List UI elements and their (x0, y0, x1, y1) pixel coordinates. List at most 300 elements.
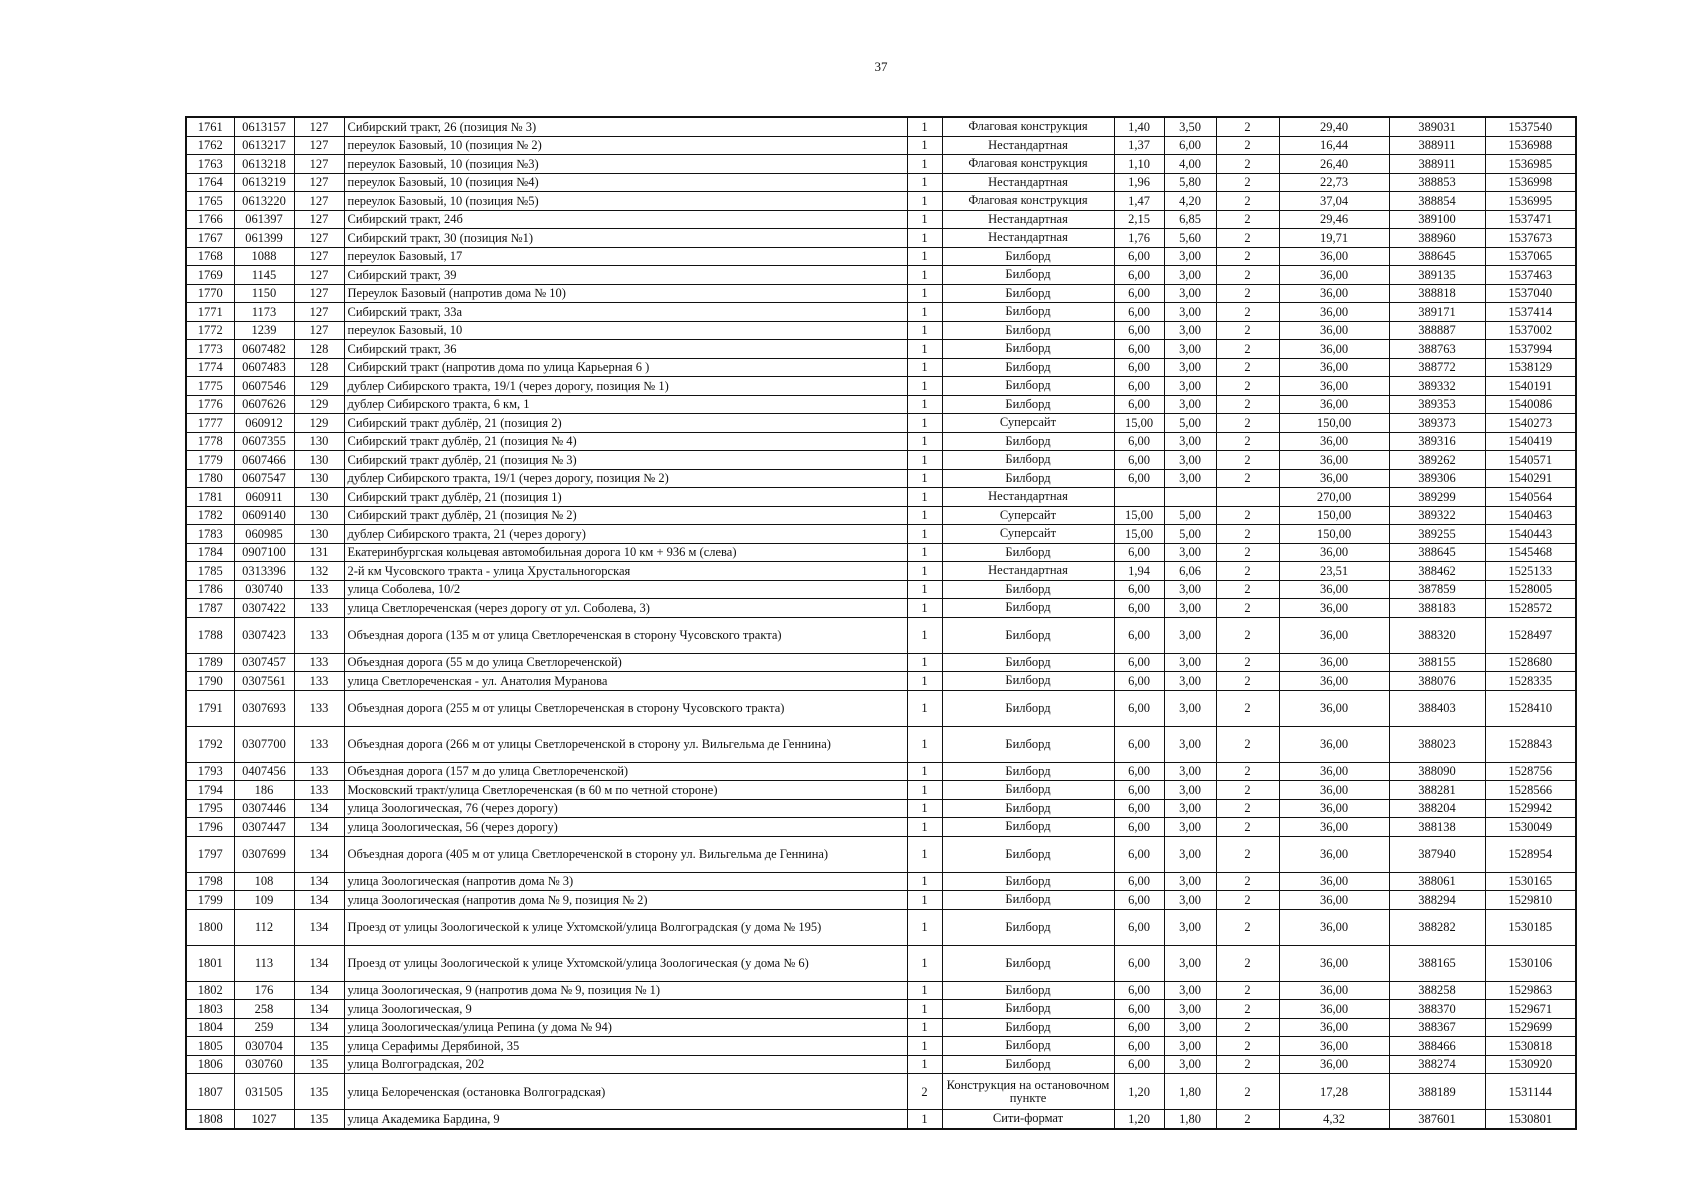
cell-construction-id: 1173 (234, 303, 294, 322)
cell-height: 3,00 (1164, 284, 1216, 303)
cell-address: улица Светлореченская - ул. Анатолия Муранова (344, 672, 907, 691)
cell-construction-type: Билборд (942, 799, 1114, 818)
cell-address: улица Волгоградская, 202 (344, 1055, 907, 1074)
cell-coord-y: 1530920 (1485, 1055, 1576, 1074)
cell-field-count: 2 (1216, 543, 1279, 562)
table-row (186, 872, 1576, 891)
table-row (186, 562, 1576, 581)
cell-address: Екатеринбургская кольцевая автомобильная дорога 10 км + 936 м (слева) (344, 543, 907, 562)
table-row (186, 653, 1576, 672)
cell-height: 6,85 (1164, 210, 1216, 229)
cell-coord-x: 389353 (1389, 395, 1485, 414)
cell-district-code: 127 (294, 229, 344, 248)
cell-sides-count: 1 (907, 1055, 942, 1074)
cell-coord-x: 388023 (1389, 726, 1485, 762)
cell-coord-y: 1525133 (1485, 562, 1576, 581)
cell-construction-type: Билборд (942, 432, 1114, 451)
cell-sides-count: 1 (907, 1037, 942, 1056)
table-row (186, 617, 1576, 653)
cell-district-code: 128 (294, 340, 344, 359)
cell-field-count: 2 (1216, 525, 1279, 544)
cell-area: 36,00 (1279, 580, 1389, 599)
cell-construction-type: Флаговая конструкция (942, 155, 1114, 174)
cell-address: улица Зоологическая (напротив дома № 3) (344, 872, 907, 891)
cell-sides-count: 1 (907, 136, 942, 155)
cell-sides-count: 1 (907, 451, 942, 470)
cell-construction-type: Флаговая конструкция (942, 192, 1114, 211)
cell-field-count: 2 (1216, 469, 1279, 488)
cell-area: 4,32 (1279, 1110, 1389, 1129)
table-row (186, 836, 1576, 872)
cell-area: 36,00 (1279, 891, 1389, 910)
cell-address: Сибирский тракт дублёр, 21 (позиция 2) (344, 414, 907, 433)
cell-height: 6,00 (1164, 136, 1216, 155)
cell-address: улица Зоологическая, 76 (через дорогу) (344, 799, 907, 818)
cell-field-count: 2 (1216, 229, 1279, 248)
cell-address: улица Серафимы Дерябиной, 35 (344, 1037, 907, 1056)
cell-construction-id: 0607626 (234, 395, 294, 414)
cell-coord-x: 388911 (1389, 155, 1485, 174)
table-row (186, 1000, 1576, 1019)
cell-area: 36,00 (1279, 726, 1389, 762)
table-row (186, 358, 1576, 377)
cell-sides-count: 1 (907, 781, 942, 800)
cell-coord-x: 388189 (1389, 1074, 1485, 1110)
cell-field-count: 2 (1216, 340, 1279, 359)
cell-area: 36,00 (1279, 321, 1389, 340)
cell-width: 1,20 (1114, 1074, 1164, 1110)
table-row (186, 945, 1576, 981)
cell-row-number: 1774 (186, 358, 234, 377)
cell-address: переулок Базовый, 10 (позиция №4) (344, 173, 907, 192)
cell-area: 36,00 (1279, 617, 1389, 653)
cell-district-code: 134 (294, 799, 344, 818)
cell-address: улица Зоологическая (напротив дома № 9, позиция № 2) (344, 891, 907, 910)
table-row (186, 155, 1576, 174)
cell-district-code: 134 (294, 945, 344, 981)
cell-coord-x: 387859 (1389, 580, 1485, 599)
cell-address: улица Зоологическая/улица Репина (у дома № 94) (344, 1018, 907, 1037)
cell-row-number: 1770 (186, 284, 234, 303)
cell-coord-x: 389031 (1389, 117, 1485, 136)
cell-construction-id: 1239 (234, 321, 294, 340)
cell-coord-x: 387601 (1389, 1110, 1485, 1129)
cell-area: 36,00 (1279, 818, 1389, 837)
cell-construction-id: 113 (234, 945, 294, 981)
cell-sides-count: 1 (907, 414, 942, 433)
cell-height: 4,20 (1164, 192, 1216, 211)
cell-construction-id: 0613219 (234, 173, 294, 192)
cell-sides-count: 1 (907, 377, 942, 396)
cell-area: 36,00 (1279, 799, 1389, 818)
table-row (186, 229, 1576, 248)
table-row (186, 690, 1576, 726)
cell-coord-x: 388645 (1389, 247, 1485, 266)
cell-coord-y: 1528566 (1485, 781, 1576, 800)
cell-district-code: 134 (294, 836, 344, 872)
cell-row-number: 1778 (186, 432, 234, 451)
cell-width: 15,00 (1114, 414, 1164, 433)
cell-construction-type: Билборд (942, 266, 1114, 285)
cell-width: 1,10 (1114, 155, 1164, 174)
cell-area: 36,00 (1279, 690, 1389, 726)
cell-construction-id: 108 (234, 872, 294, 891)
cell-height: 3,00 (1164, 909, 1216, 945)
cell-area: 270,00 (1279, 488, 1389, 507)
cell-construction-type: Билборд (942, 909, 1114, 945)
cell-coord-x: 388462 (1389, 562, 1485, 581)
table-row (186, 726, 1576, 762)
cell-address: Сибирский тракт дублёр, 21 (позиция № 3) (344, 451, 907, 470)
cell-coord-x: 388887 (1389, 321, 1485, 340)
cell-district-code: 134 (294, 909, 344, 945)
cell-sides-count: 1 (907, 543, 942, 562)
cell-address: Сибирский тракт дублёр, 21 (позиция 1) (344, 488, 907, 507)
cell-sides-count: 1 (907, 303, 942, 322)
cell-field-count: 2 (1216, 210, 1279, 229)
cell-row-number: 1792 (186, 726, 234, 762)
cell-coord-y: 1536998 (1485, 173, 1576, 192)
cell-height: 3,00 (1164, 981, 1216, 1000)
cell-construction-type: Билборд (942, 303, 1114, 322)
cell-field-count: 2 (1216, 562, 1279, 581)
table-row (186, 284, 1576, 303)
cell-construction-id: 030740 (234, 580, 294, 599)
cell-construction-id: 1145 (234, 266, 294, 285)
cell-height: 3,00 (1164, 395, 1216, 414)
cell-coord-y: 1537065 (1485, 247, 1576, 266)
cell-row-number: 1794 (186, 781, 234, 800)
cell-width: 6,00 (1114, 303, 1164, 322)
cell-height: 3,00 (1164, 469, 1216, 488)
cell-address: Объездная дорога (266 м от улицы Светлореченской в сторону ул. Вильгельма де Геннина) (344, 726, 907, 762)
cell-district-code: 133 (294, 726, 344, 762)
cell-height: 3,00 (1164, 945, 1216, 981)
cell-construction-id: 0307561 (234, 672, 294, 691)
cell-width: 6,00 (1114, 672, 1164, 691)
cell-field-count: 2 (1216, 414, 1279, 433)
cell-construction-type: Билборд (942, 672, 1114, 691)
cell-area: 29,40 (1279, 117, 1389, 136)
cell-row-number: 1761 (186, 117, 234, 136)
cell-district-code: 127 (294, 210, 344, 229)
cell-district-code: 128 (294, 358, 344, 377)
table-row (186, 1110, 1576, 1129)
table-row (186, 395, 1576, 414)
cell-coord-x: 388370 (1389, 1000, 1485, 1019)
cell-row-number: 1783 (186, 525, 234, 544)
cell-construction-type: Билборд (942, 580, 1114, 599)
cell-construction-id: 1027 (234, 1110, 294, 1129)
cell-sides-count: 1 (907, 358, 942, 377)
table-row (186, 192, 1576, 211)
cell-construction-type: Билборд (942, 981, 1114, 1000)
table-row (186, 506, 1576, 525)
cell-field-count (1216, 488, 1279, 507)
cell-width: 1,47 (1114, 192, 1164, 211)
cell-area: 19,71 (1279, 229, 1389, 248)
cell-row-number: 1785 (186, 562, 234, 581)
cell-address: Сибирский тракт, 36 (344, 340, 907, 359)
cell-coord-x: 389316 (1389, 432, 1485, 451)
cell-sides-count: 1 (907, 247, 942, 266)
cell-width: 6,00 (1114, 469, 1164, 488)
cell-width: 6,00 (1114, 599, 1164, 618)
cell-address: Сибирский тракт, 33а (344, 303, 907, 322)
cell-construction-type: Билборд (942, 617, 1114, 653)
cell-row-number: 1797 (186, 836, 234, 872)
cell-district-code: 129 (294, 395, 344, 414)
cell-sides-count: 1 (907, 1000, 942, 1019)
cell-construction-id: 0613157 (234, 117, 294, 136)
cell-sides-count: 1 (907, 799, 942, 818)
cell-field-count: 2 (1216, 836, 1279, 872)
cell-height: 3,00 (1164, 1037, 1216, 1056)
cell-row-number: 1775 (186, 377, 234, 396)
cell-construction-type: Билборд (942, 1018, 1114, 1037)
cell-height (1164, 488, 1216, 507)
cell-field-count: 2 (1216, 451, 1279, 470)
cell-coord-y: 1545468 (1485, 543, 1576, 562)
cell-construction-id: 0307447 (234, 818, 294, 837)
cell-construction-type: Билборд (942, 469, 1114, 488)
cell-coord-x: 388466 (1389, 1037, 1485, 1056)
cell-construction-type: Билборд (942, 653, 1114, 672)
cell-coord-x: 388320 (1389, 617, 1485, 653)
cell-coord-y: 1528410 (1485, 690, 1576, 726)
cell-field-count: 2 (1216, 1037, 1279, 1056)
cell-construction-id: 031505 (234, 1074, 294, 1110)
cell-construction-type: Билборд (942, 599, 1114, 618)
cell-coord-x: 389373 (1389, 414, 1485, 433)
cell-area: 36,00 (1279, 303, 1389, 322)
cell-width: 6,00 (1114, 818, 1164, 837)
cell-coord-y: 1528843 (1485, 726, 1576, 762)
cell-coord-y: 1537471 (1485, 210, 1576, 229)
cell-area: 36,00 (1279, 599, 1389, 618)
cell-row-number: 1763 (186, 155, 234, 174)
cell-sides-count: 1 (907, 1018, 942, 1037)
cell-width (1114, 488, 1164, 507)
cell-row-number: 1788 (186, 617, 234, 653)
cell-row-number: 1781 (186, 488, 234, 507)
cell-address: Сибирский тракт, 30 (позиция №1) (344, 229, 907, 248)
cell-district-code: 133 (294, 617, 344, 653)
cell-address: Сибирский тракт, 26 (позиция № 3) (344, 117, 907, 136)
cell-district-code: 130 (294, 506, 344, 525)
cell-coord-x: 389171 (1389, 303, 1485, 322)
cell-sides-count: 1 (907, 981, 942, 1000)
cell-width: 6,00 (1114, 377, 1164, 396)
cell-district-code: 133 (294, 762, 344, 781)
cell-construction-type: Билборд (942, 945, 1114, 981)
cell-coord-y: 1528005 (1485, 580, 1576, 599)
cell-address: Сибирский тракт дублёр, 21 (позиция № 2) (344, 506, 907, 525)
cell-coord-x: 389262 (1389, 451, 1485, 470)
cell-row-number: 1807 (186, 1074, 234, 1110)
cell-height: 3,00 (1164, 451, 1216, 470)
cell-sides-count: 1 (907, 562, 942, 581)
cell-height: 3,50 (1164, 117, 1216, 136)
cell-width: 6,00 (1114, 358, 1164, 377)
cell-area: 36,00 (1279, 1018, 1389, 1037)
cell-row-number: 1801 (186, 945, 234, 981)
cell-height: 3,00 (1164, 690, 1216, 726)
cell-construction-id: 186 (234, 781, 294, 800)
cell-width: 6,00 (1114, 451, 1164, 470)
cell-height: 3,00 (1164, 340, 1216, 359)
cell-coord-y: 1530049 (1485, 818, 1576, 837)
cell-row-number: 1791 (186, 690, 234, 726)
cell-area: 22,73 (1279, 173, 1389, 192)
cell-row-number: 1777 (186, 414, 234, 433)
cell-construction-type: Билборд (942, 1000, 1114, 1019)
cell-width: 15,00 (1114, 525, 1164, 544)
cell-construction-id: 0307423 (234, 617, 294, 653)
cell-coord-x: 389255 (1389, 525, 1485, 544)
cell-coord-y: 1536988 (1485, 136, 1576, 155)
cell-row-number: 1784 (186, 543, 234, 562)
cell-coord-x: 388155 (1389, 653, 1485, 672)
cell-field-count: 2 (1216, 192, 1279, 211)
cell-address: Объездная дорога (157 м до улица Светлореченской) (344, 762, 907, 781)
cell-construction-id: 060985 (234, 525, 294, 544)
cell-sides-count: 1 (907, 155, 942, 174)
cell-construction-type: Билборд (942, 395, 1114, 414)
cell-construction-id: 0607466 (234, 451, 294, 470)
cell-address: переулок Базовый, 10 (позиция №5) (344, 192, 907, 211)
cell-field-count: 2 (1216, 377, 1279, 396)
cell-coord-y: 1529810 (1485, 891, 1576, 910)
table-row (186, 525, 1576, 544)
cell-address: переулок Базовый, 10 (позиция № 2) (344, 136, 907, 155)
table-row (186, 1074, 1576, 1110)
cell-sides-count: 1 (907, 321, 942, 340)
cell-district-code: 133 (294, 781, 344, 800)
cell-height: 3,00 (1164, 1000, 1216, 1019)
cell-row-number: 1805 (186, 1037, 234, 1056)
cell-district-code: 127 (294, 136, 344, 155)
cell-row-number: 1764 (186, 173, 234, 192)
cell-coord-x: 388818 (1389, 284, 1485, 303)
cell-coord-x: 389332 (1389, 377, 1485, 396)
cell-address: Проезд от улицы Зоологической к улице Ухтомской/улица Волгоградская (у дома № 195) (344, 909, 907, 945)
cell-height: 3,00 (1164, 781, 1216, 800)
cell-width: 6,00 (1114, 1037, 1164, 1056)
cell-coord-y: 1528756 (1485, 762, 1576, 781)
cell-field-count: 2 (1216, 117, 1279, 136)
cell-coord-x: 387940 (1389, 836, 1485, 872)
cell-height: 3,00 (1164, 266, 1216, 285)
cell-district-code: 131 (294, 543, 344, 562)
cell-height: 3,00 (1164, 1055, 1216, 1074)
cell-height: 4,00 (1164, 155, 1216, 174)
cell-coord-y: 1540564 (1485, 488, 1576, 507)
table-row (186, 762, 1576, 781)
cell-height: 3,00 (1164, 432, 1216, 451)
cell-construction-id: 060912 (234, 414, 294, 433)
cell-construction-type: Нестандартная (942, 488, 1114, 507)
cell-row-number: 1808 (186, 1110, 234, 1129)
cell-district-code: 127 (294, 284, 344, 303)
cell-field-count: 2 (1216, 358, 1279, 377)
cell-height: 3,00 (1164, 617, 1216, 653)
cell-row-number: 1779 (186, 451, 234, 470)
cell-area: 36,00 (1279, 395, 1389, 414)
cell-sides-count: 1 (907, 836, 942, 872)
cell-sides-count: 1 (907, 525, 942, 544)
cell-sides-count: 1 (907, 599, 942, 618)
cell-row-number: 1793 (186, 762, 234, 781)
cell-width: 6,00 (1114, 891, 1164, 910)
cell-row-number: 1795 (186, 799, 234, 818)
cell-sides-count: 1 (907, 726, 942, 762)
table-row (186, 799, 1576, 818)
cell-area: 36,00 (1279, 1055, 1389, 1074)
table-row (186, 303, 1576, 322)
cell-coord-x: 388854 (1389, 192, 1485, 211)
cell-width: 2,15 (1114, 210, 1164, 229)
cell-district-code: 134 (294, 891, 344, 910)
cell-height: 3,00 (1164, 891, 1216, 910)
cell-construction-type: Билборд (942, 377, 1114, 396)
cell-width: 6,00 (1114, 945, 1164, 981)
cell-district-code: 134 (294, 872, 344, 891)
cell-sides-count: 2 (907, 1074, 942, 1110)
cell-height: 1,80 (1164, 1110, 1216, 1129)
cell-field-count: 2 (1216, 799, 1279, 818)
cell-coord-y: 1540291 (1485, 469, 1576, 488)
cell-width: 6,00 (1114, 872, 1164, 891)
cell-construction-type: Билборд (942, 762, 1114, 781)
cell-coord-y: 1540273 (1485, 414, 1576, 433)
cell-area: 36,00 (1279, 266, 1389, 285)
cell-area: 17,28 (1279, 1074, 1389, 1110)
cell-area: 36,00 (1279, 836, 1389, 872)
cell-district-code: 133 (294, 672, 344, 691)
cell-sides-count: 1 (907, 580, 942, 599)
cell-coord-y: 1529671 (1485, 1000, 1576, 1019)
cell-construction-type: Нестандартная (942, 173, 1114, 192)
cell-district-code: 132 (294, 562, 344, 581)
cell-construction-id: 112 (234, 909, 294, 945)
cell-coord-y: 1530106 (1485, 945, 1576, 981)
cell-district-code: 135 (294, 1110, 344, 1129)
cell-height: 3,00 (1164, 818, 1216, 837)
cell-district-code: 127 (294, 303, 344, 322)
cell-coord-y: 1540191 (1485, 377, 1576, 396)
cell-height: 1,80 (1164, 1074, 1216, 1110)
cell-construction-type: Билборд (942, 358, 1114, 377)
cell-height: 5,00 (1164, 414, 1216, 433)
cell-construction-type: Флаговая конструкция (942, 117, 1114, 136)
cell-construction-type: Билборд (942, 891, 1114, 910)
cell-construction-id: 109 (234, 891, 294, 910)
cell-coord-x: 389306 (1389, 469, 1485, 488)
cell-coord-x: 388274 (1389, 1055, 1485, 1074)
cell-sides-count: 1 (907, 192, 942, 211)
cell-coord-y: 1528335 (1485, 672, 1576, 691)
cell-width: 6,00 (1114, 617, 1164, 653)
cell-area: 29,46 (1279, 210, 1389, 229)
cell-coord-y: 1540419 (1485, 432, 1576, 451)
cell-coord-y: 1537414 (1485, 303, 1576, 322)
cell-address: улица Зоологическая, 56 (через дорогу) (344, 818, 907, 837)
cell-sides-count: 1 (907, 210, 942, 229)
cell-address: Сибирский тракт дублёр, 21 (позиция № 4) (344, 432, 907, 451)
cell-coord-y: 1530185 (1485, 909, 1576, 945)
cell-coord-y: 1528572 (1485, 599, 1576, 618)
